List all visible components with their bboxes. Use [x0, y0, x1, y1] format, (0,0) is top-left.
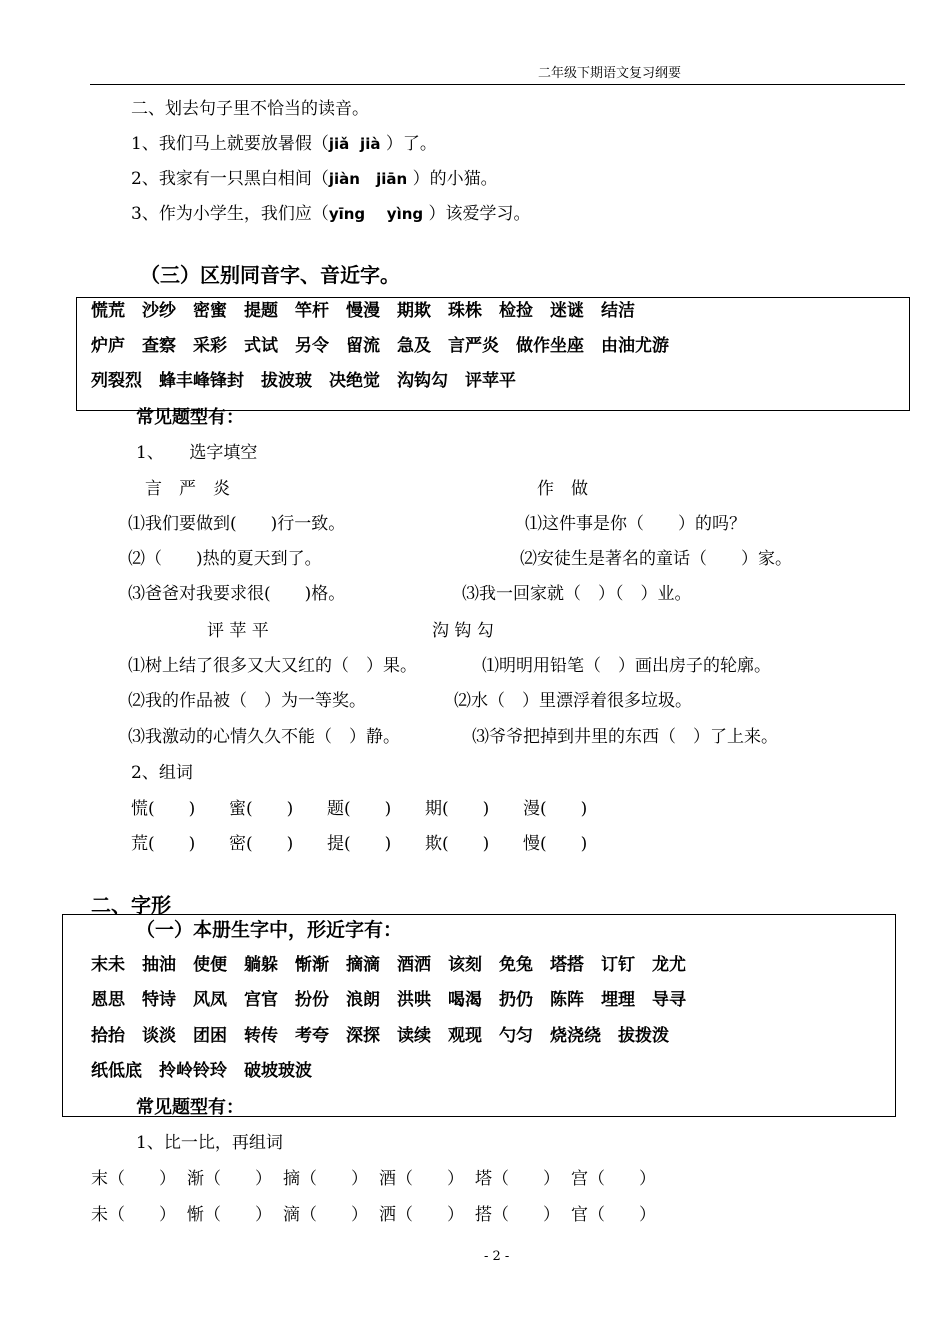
group1-right-head: 作 做 — [537, 479, 588, 499]
group2-left-head: 评 苹 平 — [207, 621, 269, 641]
word-blank: 酒（ ） — [379, 1169, 464, 1189]
word-blank: 宫（ ） — [571, 1169, 656, 1189]
pron-section-title: 二、划去句子里不恰当的读音。 — [131, 99, 369, 119]
word-blank: 惭（ ） — [187, 1205, 272, 1225]
word-blank: 慌( ) — [131, 799, 196, 819]
pron-item-2: 2、我家有一只黑白相间（jiàn jiān ）的小猫。 — [131, 169, 498, 189]
group2-right-2: ⑵水（ ）里漂浮着很多垃圾。 — [454, 691, 692, 711]
group2-right-1: ⑴明明用铅笔（ ）画出房子的轮廓。 — [482, 656, 771, 676]
word-blank: 蜜( ) — [229, 799, 294, 819]
q2-title: 2、组词 — [131, 763, 193, 783]
pinyin-option: yīng — [328, 205, 366, 223]
word-blank: 未（ ） — [91, 1205, 176, 1225]
header-rule — [90, 84, 905, 85]
pron-item-3: 3、作为小学生，我们应（yīng yìng ）该爱学习。 — [131, 204, 531, 224]
shape-row-2: 恩思 特诗 风凤 宫官 扮份 浪朗 洪哄 喝渴 扔仍 陈阵 埋理 导寻 — [91, 990, 686, 1010]
group1-left-2: ⑵（ )热的夏天到了。 — [128, 549, 322, 569]
pinyin-option: yìng — [386, 205, 424, 223]
word-blank: 滴（ ） — [283, 1205, 368, 1225]
word-blank: 期( ) — [425, 799, 490, 819]
word-blank: 末（ ） — [91, 1169, 176, 1189]
pinyin-option: jià — [360, 135, 381, 153]
q1-title: 1、 选字填空 — [136, 443, 258, 463]
pinyin-option: jiǎ — [328, 135, 350, 153]
q2-row-1 — [131, 798, 621, 820]
group2-right-head: 沟 钩 勾 — [432, 621, 494, 641]
word-blank: 漫( ) — [523, 799, 588, 819]
word-blank: 摘（ ） — [283, 1169, 368, 1189]
homophone-row-1: 慌荒 沙纱 密蜜 提题 竿杆 慢漫 期欺 珠株 检捡 迷谜 结洁 — [91, 301, 635, 321]
group2-left-2: ⑵我的作品被（ ）为一等奖。 — [128, 691, 366, 711]
pron-item-1: 1、我们马上就要放暑假（jiǎ jià ）了。 — [131, 134, 437, 154]
pinyin-option: jiān — [376, 170, 408, 188]
shape-row-3: 拾抬 谈淡 团困 转传 考夸 深探 读续 观现 勺匀 烧浇绕 拔拨泼 — [91, 1026, 669, 1046]
word-blank: 洒（ ） — [379, 1205, 464, 1225]
word-blank: 官（ ） — [571, 1205, 656, 1225]
group2-left-1: ⑴树上结了很多又大又红的（ ）果。 — [128, 656, 417, 676]
word-blank: 塔（ ） — [475, 1169, 560, 1189]
word-blank: 提( ) — [327, 834, 392, 854]
word-blank: 欺( ) — [425, 834, 490, 854]
shape-q1-title: 1、比一比，再组词 — [136, 1133, 283, 1153]
compare-row-2 — [91, 1204, 667, 1226]
group2-left-3: ⑶我激动的心情久久不能（ ）静。 — [128, 727, 400, 747]
page-number: - 2 - — [484, 1249, 510, 1264]
section3-title: （三）区别同音字、音近字。 — [140, 263, 400, 287]
q2-row-2 — [131, 833, 621, 855]
shape-row-4: 纸低底 拎岭铃玲 破坡玻波 — [91, 1061, 312, 1081]
word-blank: 搭（ ） — [475, 1205, 560, 1225]
group1-left-1: ⑴我们要做到( )行一致。 — [128, 514, 346, 534]
group1-right-2: ⑵安徒生是著名的童话（ ）家。 — [520, 549, 792, 569]
group1-right-3: ⑶我一回家就（ ）（ ）业。 — [462, 584, 692, 604]
header-title: 二年级下期语文复习纲要 — [538, 66, 682, 81]
shape-box — [62, 914, 896, 1117]
pinyin-option: jiàn — [328, 170, 360, 188]
common-types-label: 常见题型有： — [136, 407, 244, 428]
shape-sub-title: （一）本册生字中，形近字有： — [136, 919, 403, 941]
shape-section-title: 二、字形 — [91, 893, 171, 917]
compare-row-1 — [91, 1168, 667, 1190]
word-blank: 渐（ ） — [187, 1169, 272, 1189]
homophone-row-2: 炉庐 查察 采彩 式试 另令 留流 急及 言严炎 做作坐座 由油尤游 — [91, 336, 669, 356]
group2-right-3: ⑶爷爷把掉到井里的东西（ ）了上来。 — [472, 727, 778, 747]
group1-right-1: ⑴这件事是你（ ）的吗？ — [525, 514, 746, 534]
shape-row-1: 末未 抽油 使便 躺躲 惭渐 摘滴 酒洒 该刻 免兔 塔搭 订钉 龙尤 — [91, 955, 686, 975]
group1-left-3: ⑶爸爸对我要求很( )格。 — [128, 584, 346, 604]
group1-left-head: 言 严 炎 — [145, 479, 230, 499]
homophone-row-3: 列裂烈 蜂丰峰锋封 拔波玻 决绝觉 沟钩勾 评苹平 — [91, 371, 516, 391]
word-blank: 荒( ) — [131, 834, 196, 854]
word-blank: 密( ) — [229, 834, 294, 854]
word-blank: 题( ) — [327, 799, 392, 819]
word-blank: 慢( ) — [523, 834, 588, 854]
shape-common-types-label: 常见题型有： — [136, 1097, 244, 1118]
